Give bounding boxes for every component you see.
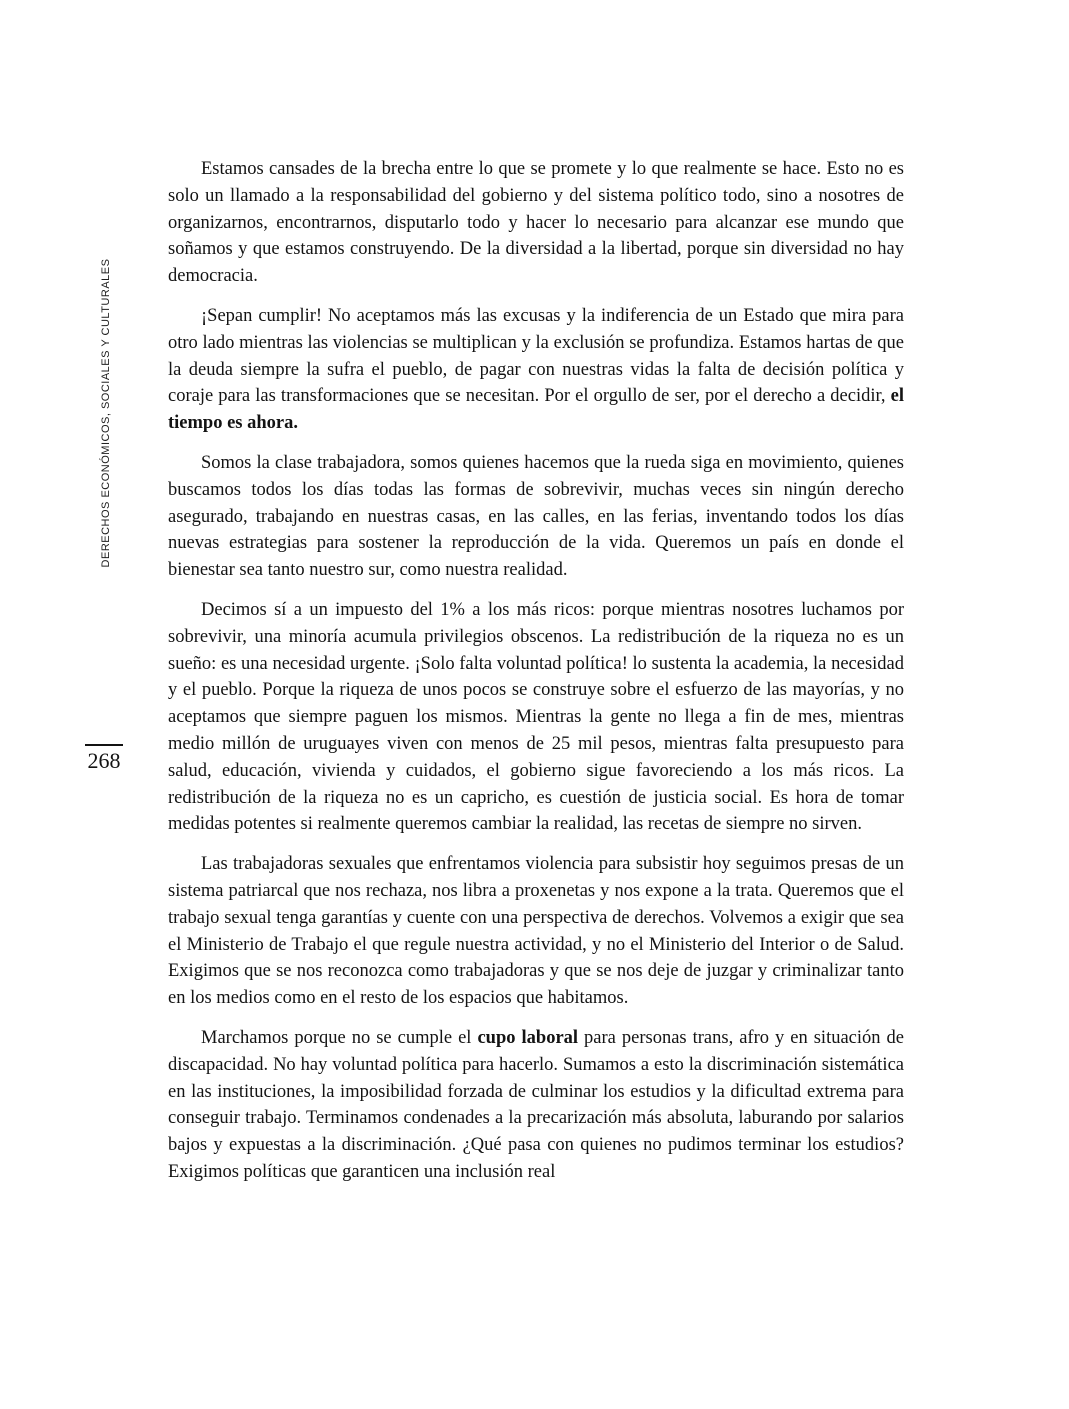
text-run: Marchamos porque no se cumple el — [201, 1027, 478, 1048]
paragraph — [168, 1025, 904, 1186]
bold-text-run: cupo laboral — [477, 1027, 579, 1048]
sidebar-chapter-label: DERECHOS ECONÓMICOS, SOCIALES Y CULTURALES — [100, 258, 112, 568]
text-run: Estamos cansades de la brecha entre lo que se promete y lo que realmente se hace. Esto no es solo un llamado a la responsabilidad del gobierno y del sistema político todo, sino a nosotres de organizarnos, encontrarnos, disputarlo todo y hacer lo necesario para alcanzar ese mundo que soñamos y que estamos construyendo. De la diversidad a la libertad, porque sin diversidad no hay democracia. — [168, 159, 904, 287]
text-run: Las trabajadoras sexuales que enfrentamos violencia para subsistir hoy seguimos presas de un sistema patriarcal que nos rechaza, nos libra a proxenetas y nos expone a la trata. Queremos que el trabajo sexual tenga garantías y cuente con una perspectiva de derechos. Volvemos a exigir que sea el Ministerio de Trabajo el que regule nuestra actividad, y no el Ministerio del Interior o de Salud. Exigimos que se nos reconozca como trabajadoras y que se nos deje de juzgar y criminalizar tanto en los medios como en el resto de los espacios que habitamos. — [168, 854, 904, 1009]
page-number-block — [85, 744, 123, 773]
paragraph — [168, 450, 904, 584]
text-run: ¡Sepan cumplir! No aceptamos más las excusas y la indiferencia de un Estado que mira para otro lado mientras las violencias se multiplican y la exclusión se profundiza. Estamos hartas de que la deuda siempre la sufra el pueblo, de pagar con nuestras vidas la falta de decisión política y coraje para las transformaciones que se necesitan. Por el orgullo de ser, por el derecho a decidir, — [168, 305, 904, 407]
page-number: 268 — [87, 748, 121, 773]
text-run: Somos la clase trabajadora, somos quienes hacemos que la rueda siga en movimiento, quienes buscamos todos los días todas las formas de sobrevivir, muchas veces sin ningún derecho asegurado, trabajando en nuestras casas, en las calles, en las ferias, inventando todos los días nuevas estrategias para sostener la reproducción de la vida. Queremos un país en donde el bienestar sea tanto nuestro sur, como nuestra realidad. — [168, 452, 904, 581]
text-column — [168, 156, 904, 1199]
paragraph — [168, 597, 904, 838]
paragraph — [168, 303, 904, 437]
bold-text-run: el tiempo es ahora. — [168, 386, 904, 434]
page-number-rule — [85, 744, 123, 746]
text-run: para personas trans, afro y en situación de discapacidad. No hay voluntad política para hacerlo. Sumamos a esto la discriminación sistemática en las instituciones, la imposibilidad forzada de culminar los estudios y la dificultad extrema para conseguir trabajo. Terminamos condenades a la precarización más absoluta, laburando por salarios bajos y expuestas a la discriminación. ¿Qué pasa con quienes no pudimos terminar los estudios? Exigimos políticas que garanticen una inclusión real — [168, 1027, 904, 1182]
text-run: Decimos sí a un impuesto del 1% a los más ricos: porque mientras nosotres luchamos por sobrevivir, una minoría acumula privilegios obscenos. La redistribución de la riqueza no es un sueño: es una necesidad urgente. ¡Solo falta voluntad política! lo sustenta la academia, la necesidad y el pueblo. Porque la riqueza de unos pocos se construye sobre el esfuerzo de las mayorías, y no aceptamos que siempre paguen los mismos. Mientras la gente no llega a fin de mes, mientras medio millón de uruguayes viven con menos de 25 mil pesos, mientras falta presupuesto para salud, educación, vivienda y cuidados, el gobierno sigue favoreciendo a los más ricos. La redistribución de la riqueza no es un capricho, es cuestión de justicia social. Es hora de tomar medidas potentes si realmente queremos cambiar la realidad, las recetas de siempre no sirven. — [168, 599, 904, 835]
paragraph — [168, 851, 904, 1012]
paragraph — [168, 156, 904, 290]
